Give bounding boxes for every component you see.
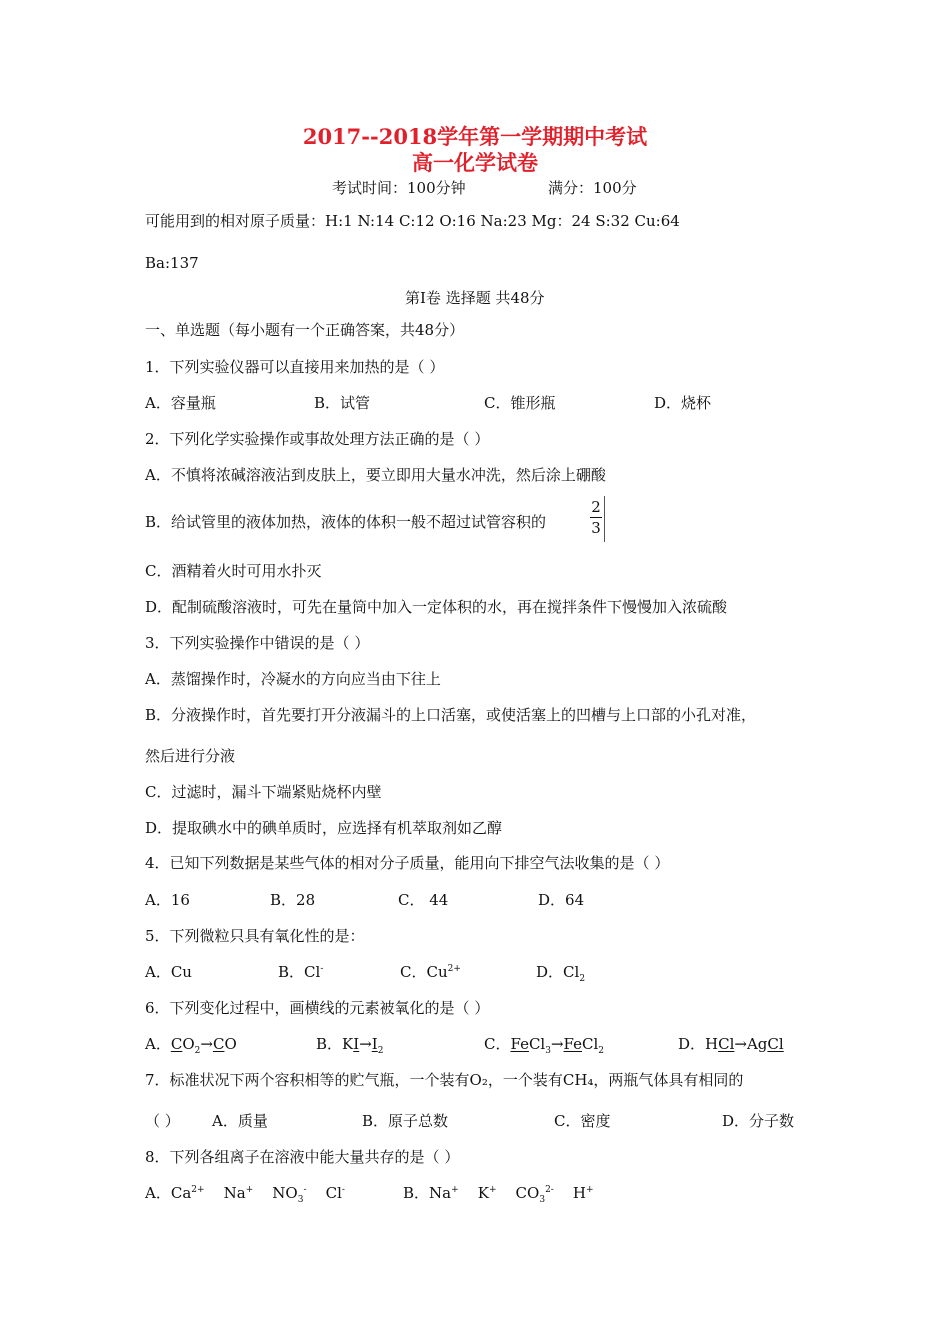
option-b: B．分液操作时，首先要打开分液漏斗的上口活塞，或使活塞上的凹槽与上口部的小孔对准， (145, 706, 757, 724)
question-7-stem: 7．标准状况下两个容积相等的贮气瓶，一个装有O₂，一个装有CH₄，两瓶气体具有相同的 (145, 1071, 744, 1089)
question-2-stem: 2．下列化学实验操作或事故处理方法正确的是（ ） (145, 430, 490, 448)
section-heading: 一、单选题（每小题有一个正确答案，共48分） (145, 321, 465, 339)
option-c: C．锥形瓶 (484, 394, 556, 412)
exam-score: 满分：100分 (548, 179, 637, 197)
question-3-stem: 3．下列实验操作中错误的是（ ） (145, 634, 370, 652)
option-a: A．不慎将浓碱溶液沾到皮肤上，要立即用大量水冲洗，然后涂上硼酸 (145, 466, 606, 484)
option-a: A．$Ca^{2+}$ Na+ $NO_3^-$ Cl- (145, 1184, 345, 1205)
option-a: A．容量瓶 (145, 394, 216, 412)
option-c: C．密度 (554, 1112, 611, 1130)
option-a: A．16 (145, 891, 190, 909)
question-6-stem: 6．下列变化过程中，画横线的元素被氧化的是（ ） (145, 999, 490, 1017)
question-8-stem: 8．下列各组离子在溶液中能大量共存的是（ ） (145, 1148, 460, 1166)
exam-time: 考试时间：100分钟 (332, 179, 466, 197)
option-b: B．给试管里的液体加热，液体的体积一般不超过试管容积的 (145, 513, 547, 531)
option-a: A．质量 (212, 1112, 268, 1130)
atomic-mass-line: 可能用到的相对原子质量：H:1 N:14 C:12 O:16 Na:23 Mg：24 S:32 Cu:64 (145, 212, 680, 230)
option-d: D．$Cl_2$ (536, 963, 586, 984)
option-b: B．原子总数 (362, 1112, 449, 1130)
option-d: D．64 (538, 891, 585, 909)
option-d: D．配制硫酸溶液时，可先在量筒中加入一定体积的水，再在搅拌条件下慢慢加入浓硫酸 (145, 598, 728, 616)
fraction (588, 496, 605, 542)
option-c: C．过滤时，漏斗下端紧贴烧杯内壁 (145, 783, 382, 801)
option-b: B．Cl- (278, 963, 324, 981)
part-title: 第I卷 选择题 共48分 (405, 289, 545, 307)
option-d: D．分子数 (722, 1112, 795, 1130)
option-a: A．Cu (145, 963, 192, 981)
option-c: C．酒精着火时可用水扑灭 (145, 562, 322, 580)
question-4-stem: 4．已知下列数据是某些气体的相对分子质量，能用向下排空气法收集的是（ ） (145, 854, 670, 872)
option-d: D．HCl→AgCl (678, 1035, 784, 1053)
atomic-mass-line-cont: Ba:137 (145, 254, 199, 272)
option-d: D．烧杯 (654, 394, 712, 412)
option-b-cont: 然后进行分液 (145, 747, 236, 765)
answer-blank: （ ） (145, 1112, 180, 1130)
option-c: C．FeCl$_3$→FeCl$_2$ (484, 1035, 605, 1056)
option-b: B．试管 (314, 394, 371, 412)
option-b: B．28 (270, 891, 316, 909)
exam-title: 2017--2018学年第一学期期中考试 (302, 124, 648, 149)
option-d: D．提取碘水中的碘单质时，应选择有机萃取剂如乙醇 (145, 819, 503, 837)
question-1-stem: 1．下列实验仪器可以直接用来加热的是（ ） (145, 358, 445, 376)
option-b: B．$KI\to I_2$ (316, 1035, 384, 1056)
option-b: B．Na+ K+ $CO_3^{2-}$ H+ (403, 1184, 594, 1205)
fraction-numerator: 2 (591, 498, 601, 516)
option-c: C．$Cu^{2+}$ (400, 963, 461, 981)
option-c: C． 44 (398, 891, 449, 909)
option-a: A．蒸馏操作时，冷凝水的方向应当由下往上 (145, 670, 441, 688)
option-a: A．$CO_2\to CO$ (145, 1035, 237, 1056)
fraction-denominator: 3 (591, 519, 601, 537)
question-5-stem: 5．下列微粒只具有氧化性的是： (145, 927, 365, 945)
exam-subtitle: 高一化学试卷 (412, 150, 538, 175)
